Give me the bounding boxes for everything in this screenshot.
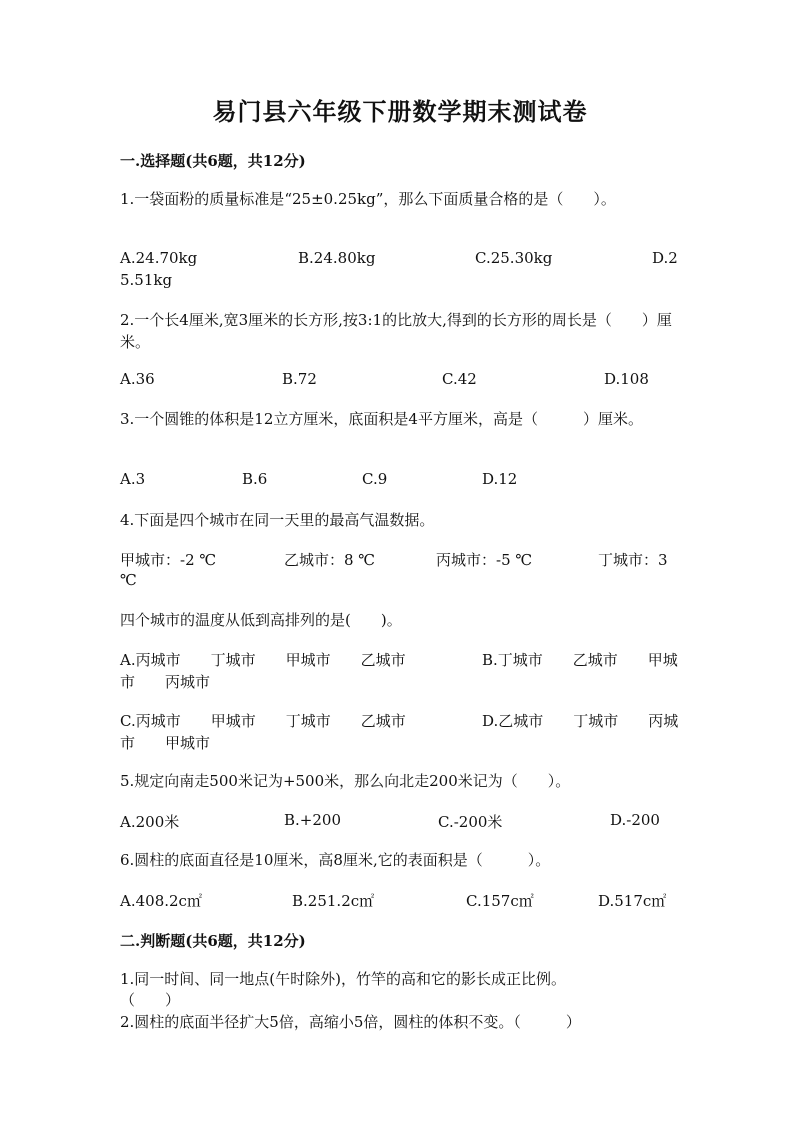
question-1-options bbox=[120, 249, 680, 293]
question-3-option-a[interactable]: A.3 bbox=[120, 470, 146, 488]
question-6-option-c[interactable]: C.157c㎡ bbox=[466, 892, 534, 910]
question-4-option-d[interactable]: D.乙城市 丁城市 丙城 bbox=[482, 712, 679, 730]
question-6-option-b[interactable]: B.251.2c㎡ bbox=[292, 892, 375, 910]
question-4-temperatures bbox=[120, 549, 680, 593]
question-4-option-a[interactable]: A.丙城市 丁城市 甲城市 乙城市 bbox=[120, 651, 406, 669]
question-3-text: 3.一个圆锥的体积是12立方厘米，底面积是4平方厘米，高是（ ）厘米。 bbox=[120, 410, 643, 428]
question-1-option-b[interactable]: B.24.80kg bbox=[298, 249, 376, 267]
question-2-option-b[interactable]: B.72 bbox=[282, 370, 317, 388]
question-6-text: 6.圆柱的底面直径是10厘米，高8厘米,它的表面积是（ ）。 bbox=[120, 851, 551, 869]
tf-question-1-blank[interactable]: （ ） bbox=[120, 991, 181, 1009]
question-1-option-d-wrap: 5.51kg bbox=[120, 271, 173, 289]
question-5-option-d[interactable]: D.-200 bbox=[610, 811, 660, 829]
question-6-options bbox=[120, 890, 680, 934]
question-4-option-d-wrap: 市 甲城市 bbox=[120, 734, 211, 752]
question-4-options-cd bbox=[120, 710, 680, 754]
question-3-option-d[interactable]: D.12 bbox=[482, 470, 518, 488]
question-6-option-a[interactable]: A.408.2c㎡ bbox=[120, 892, 202, 910]
question-1-option-c[interactable]: C.25.30kg bbox=[475, 249, 553, 267]
question-4-subquestion: 四个城市的温度从低到高排列的是( )。 bbox=[120, 611, 402, 629]
question-4-option-b-wrap: 市 丙城市 bbox=[120, 673, 211, 691]
temp-city-bing: 丙城市：-5 ℃ bbox=[436, 551, 533, 569]
question-4-text: 4.下面是四个城市在同一天里的最高气温数据。 bbox=[120, 511, 435, 529]
temp-city-ding-wrap: ℃ bbox=[120, 571, 137, 589]
question-2-option-c[interactable]: C.42 bbox=[442, 370, 477, 388]
section-heading-multiple-choice: 一.选择题(共6题，共12分) bbox=[120, 152, 306, 170]
question-4-option-c[interactable]: C.丙城市 甲城市 丁城市 乙城市 bbox=[120, 712, 406, 730]
temp-city-jia: 甲城市：-2 ℃ bbox=[120, 551, 217, 569]
question-5-option-b[interactable]: B.+200 bbox=[284, 811, 341, 829]
question-2-text: 2.一个长4厘米,宽3厘米的长方形,按3:1的比放大,得到的长方形的周长是（ ）厘米。 bbox=[120, 311, 672, 351]
question-3-option-b[interactable]: B.6 bbox=[242, 470, 268, 488]
question-5-option-c[interactable]: C.-200米 bbox=[438, 813, 503, 831]
question-2-option-d[interactable]: D.108 bbox=[604, 370, 649, 388]
question-1-option-a[interactable]: A.24.70kg bbox=[120, 249, 198, 267]
question-3-options bbox=[120, 470, 680, 514]
question-5-text: 5.规定向南走500米记为+500米，那么向北走200米记为（ ）。 bbox=[120, 772, 571, 790]
section-heading-true-false: 二.判断题(共6题，共12分) bbox=[120, 932, 306, 950]
temp-city-yi: 乙城市：8 ℃ bbox=[284, 551, 376, 569]
tf-question-2-text: 2.圆柱的底面半径扩大5倍，高缩小5倍，圆柱的体积不变。（ ） bbox=[120, 1013, 581, 1031]
question-5-option-a[interactable]: A.200米 bbox=[120, 813, 180, 831]
tf-question-1-text: 1.同一时间、同一地点(午时除外)，竹竿的高和它的影长成正比例。 bbox=[120, 970, 567, 988]
question-3-option-c[interactable]: C.9 bbox=[362, 470, 388, 488]
page-title: 易门县六年级下册数学期末测试卷 bbox=[212, 97, 588, 126]
question-4-options-ab bbox=[120, 649, 680, 693]
question-6-option-d[interactable]: D.517c㎡ bbox=[598, 892, 667, 910]
question-4-option-b[interactable]: B.丁城市 乙城市 甲城 bbox=[482, 651, 678, 669]
temp-city-ding: 丁城市：3 bbox=[598, 551, 668, 569]
question-1-text: 1.一袋面粉的质量标准是“25±0.25kg”，那么下面质量合格的是（ ）。 bbox=[120, 190, 616, 208]
question-1-option-d[interactable]: D.2 bbox=[652, 249, 678, 267]
question-2-option-a[interactable]: A.36 bbox=[120, 370, 155, 388]
